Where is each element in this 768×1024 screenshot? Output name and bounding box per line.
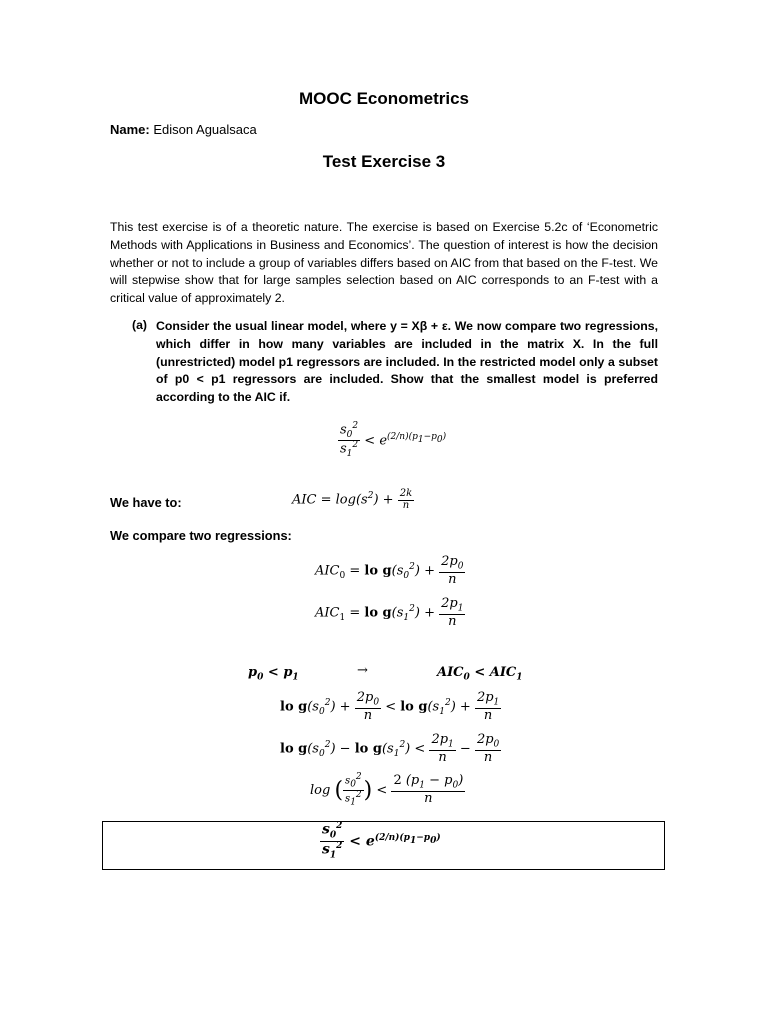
implies-arrow: → [357,663,368,678]
boxed-result: $\frac{s_0^2}{s_1^2}$ < $e^{(2/n)(p_1-p_0)}$ [322,821,441,861]
document-title: MOOC Econometrics [298,89,470,108]
aic-definition: AIC = $\log(s^2)$ + $\frac{2k}{n}$ [292,488,413,511]
exercise-title: Test Exercise 3 [322,152,446,171]
intro-paragraph: This test exercise is of a theoretic nature. The exercise is based on Exercise 5.2c of ‘Econometric Methods with Applications in Business and Economics’. The question of interest is how the decision whether or not to include a group of variables differs based on AIC from that based on the F-test. We will stepwise show that for large samples selection based on AIC corresponds to an F-test with a critical value of approximately 2. [110,220,658,306]
aic-comparison: $AIC_0 < AIC_1$ [437,665,523,683]
aic0-formula: $AIC_0$ = lo $g(s_0^2)$ + $\frac{2p_0}{n}$ [315,554,464,588]
p-comparison: $p_0 < p_1$ [248,665,299,683]
we-compare-label: We compare two regressions: [110,528,292,543]
name-value: Edison Agualsaca [153,122,257,137]
target-inequality: $\frac{s_0^2}{s_1^2}$ < $e^{(2/n)(p_1-p_0)}$ [340,421,447,460]
author-line [110,122,257,137]
step1-inequality: lo $g(s_0^2)$ + $\frac{2p_0}{n}$ < lo $g(s_1^2)$ + $\frac{2p_1}{n}$ [280,690,500,724]
name-label: Name: [110,122,150,137]
step3-inequality: log ( $\frac{s_0^2}{s_1^2}$ ) < $\frac{2 (p_1 - p_0)}{n}$ [310,772,464,808]
question-text: Consider the usual linear model, where y = Xβ + ε. We now compare two regressions, which differ in how many variables are included in the matrix X. In the full (unrestricted) model p1 regressors are included. In the restricted model only a subset of p0 < p1 regressors are included. Show that the smallest model is preferred according to the AIC if. [156,319,658,405]
variance-ratio: $\frac{s_0^2}{s_1^2}$ [340,421,359,460]
aic1-formula: $AIC_1$ = lo $g(s_1^2)$ + $\frac{2p_1}{n}$ [315,596,464,630]
question-label: (a) [132,318,148,332]
step2-inequality: lo $g(s_0^2)$ − lo $g(s_1^2)$ < $\frac{2p_1}{n}$ − $\frac{2p_0}{n}$ [280,732,500,766]
we-have-to-label: We have to: [110,495,182,510]
